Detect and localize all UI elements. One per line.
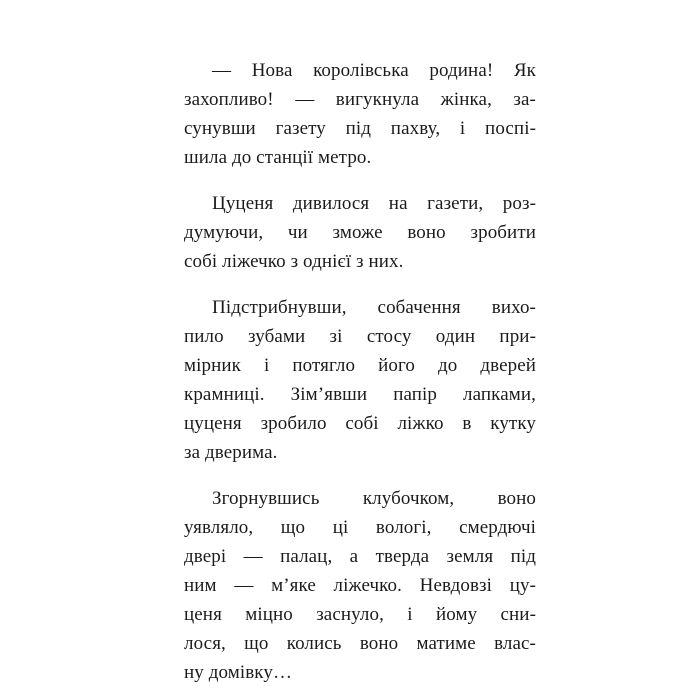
text-line: крамниці. Зім’явши папір лапками, xyxy=(184,384,536,405)
text-line: Цуценя дивилося на газети, роз- xyxy=(212,193,536,214)
text-line: сунувши газету під пахву, і поспі- xyxy=(184,118,536,139)
text-line: — Нова королівська родина! Як xyxy=(212,60,536,81)
text-line: лося, що колись воно матиме влас- xyxy=(184,633,536,654)
text-block xyxy=(184,56,536,700)
text-line: пило зубами зі стосу один при- xyxy=(184,326,536,347)
text-line: Згорнувшись клубочком, воно xyxy=(212,488,536,509)
text-line: цуценя зробило собі ліжко в кутку xyxy=(184,413,536,434)
text-line: мірник і потягло його до дверей xyxy=(184,355,536,376)
text-line: собі ліжечко з однієї з них. xyxy=(184,251,404,272)
text-line: шила до станції метро. xyxy=(184,147,372,168)
text-line: захопливо! — вигукнула жінка, за- xyxy=(184,89,536,110)
paragraph-2 xyxy=(184,189,536,276)
text-line: уявляло, що ці вологі, смердючі xyxy=(184,517,536,538)
text-line: думуючи, чи зможе воно зробити xyxy=(184,222,536,243)
text-line: ним — м’яке ліжечко. Невдовзі цу- xyxy=(184,575,536,596)
paragraph-1 xyxy=(184,56,536,172)
text-line: двері — палац, а тверда земля під xyxy=(184,546,536,567)
text-line: ну домівку… xyxy=(184,662,293,683)
text-line: за дверима. xyxy=(184,442,278,463)
paragraph-3 xyxy=(184,293,536,467)
paragraph-4 xyxy=(184,484,536,687)
text-line: ценя міцно заснуло, і йому сни- xyxy=(184,604,536,625)
text-line: Підстрибнувши, собачення вихо- xyxy=(212,297,536,318)
